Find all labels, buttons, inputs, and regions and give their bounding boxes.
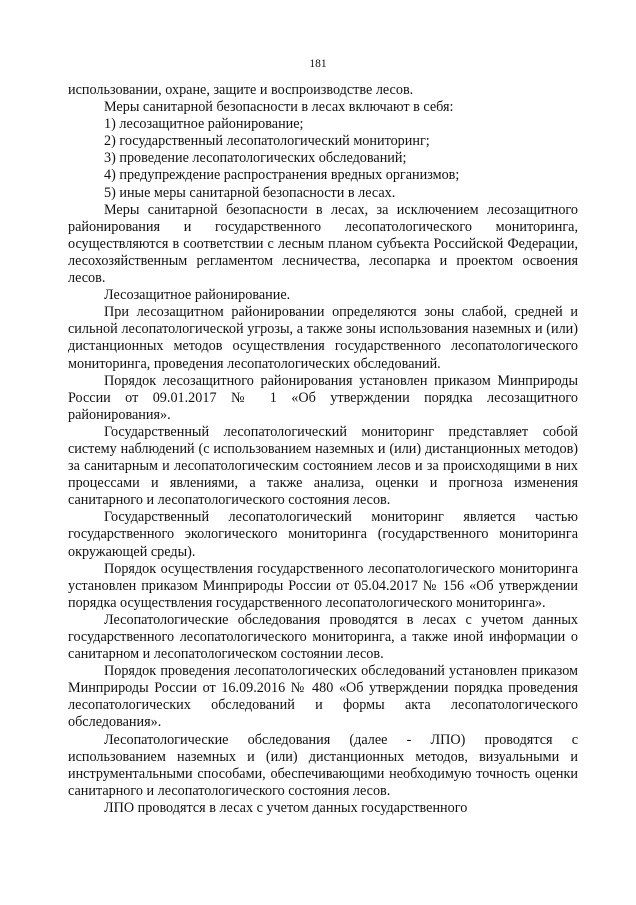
paragraph: При лесозащитном районировании определяются зоны слабой, средней и сильной лесопатологической угрозы, а также зоны использования наземных и (или) дистанционных методов осуществления государственного лесопатологического мониторинга, проведения лесопатологических обследований. xyxy=(68,304,578,372)
list-item: 1) лесозащитное районирование; xyxy=(104,116,304,133)
paragraph: ЛПО проводятся в лесах с учетом данных государственного xyxy=(104,799,468,816)
paragraph: Лесопатологические обследования (далее - ЛПО) проводятся с использованием наземных и (или) дистанционных методов, визуальными и инструментальными способами, обеспечивающими необходимую точность оценки санитарного и лесопатологического состояния лесов. xyxy=(68,731,578,799)
paragraph: Государственный лесопатологический мониторинг представляет собой систему наблюдений (с использованием наземных и (или) дистанционных методов) за санитарным и лесопатологическим состоянием лесов и за происходящими в них процессами и явлениями, а также анализа, оценки и прогноза изменения санитарного и лесопатологического состояния лесов. xyxy=(68,423,578,509)
paragraph: Меры санитарной безопасности в лесах включают в себя: xyxy=(104,99,454,116)
paragraph: Лесопатологические обследования проводятся в лесах с учетом данных государственного лесопатологического мониторинга, а также иной информации о санитарном и лесопатологическом состоянии лесов. xyxy=(68,611,578,663)
section-heading: Лесозащитное районирование. xyxy=(104,287,291,304)
paragraph: Порядок осуществления государственного лесопатологического мониторинга установлен приказом Минприроды России от 05.04.2017 № 156 «Об утверждении порядка осуществления государственного лесопатологического мониторинга». xyxy=(68,560,578,611)
paragraph: использовании, охране, защите и воспроизводстве лесов. xyxy=(68,82,414,98)
list-item: 4) предупреждение распространения вредных организмов; xyxy=(104,167,460,184)
paragraph: Государственный лесопатологический мониторинг является частью государственного экологического мониторинга (государственного мониторинга окружающей среды). xyxy=(68,509,578,560)
paragraph: Порядок лесозащитного районирования установлен приказом Минприроды России от 09.01.2017 № 1 «Об утверждении порядка лесозащитного районирования». xyxy=(68,372,578,423)
paragraph: Меры санитарной безопасности в лесах, за исключением лесозащитного районирования и государственного лесопатологического мониторинга, осуществляются в соответствии с лесным планом субъекта Российской Федерации, лесохозяйственным регламентом лесничества, лесопарка и проектом освоения лесов. xyxy=(68,201,578,287)
list-item: 2) государственный лесопатологический мониторинг; xyxy=(104,133,430,150)
body-text xyxy=(68,82,578,817)
list-item: 5) иные меры санитарной безопасности в лесах. xyxy=(104,184,396,201)
page-number: 181 xyxy=(309,58,327,70)
paragraph: Порядок проведения лесопатологических обследований установлен приказом Минприроды России от 16.09.2016 № 480 «Об утверждении порядка проведения лесопатологических обследований и формы акта лесопатологического обследования». xyxy=(68,663,578,731)
list-item: 3) проведение лесопатологических обследований; xyxy=(104,150,407,167)
